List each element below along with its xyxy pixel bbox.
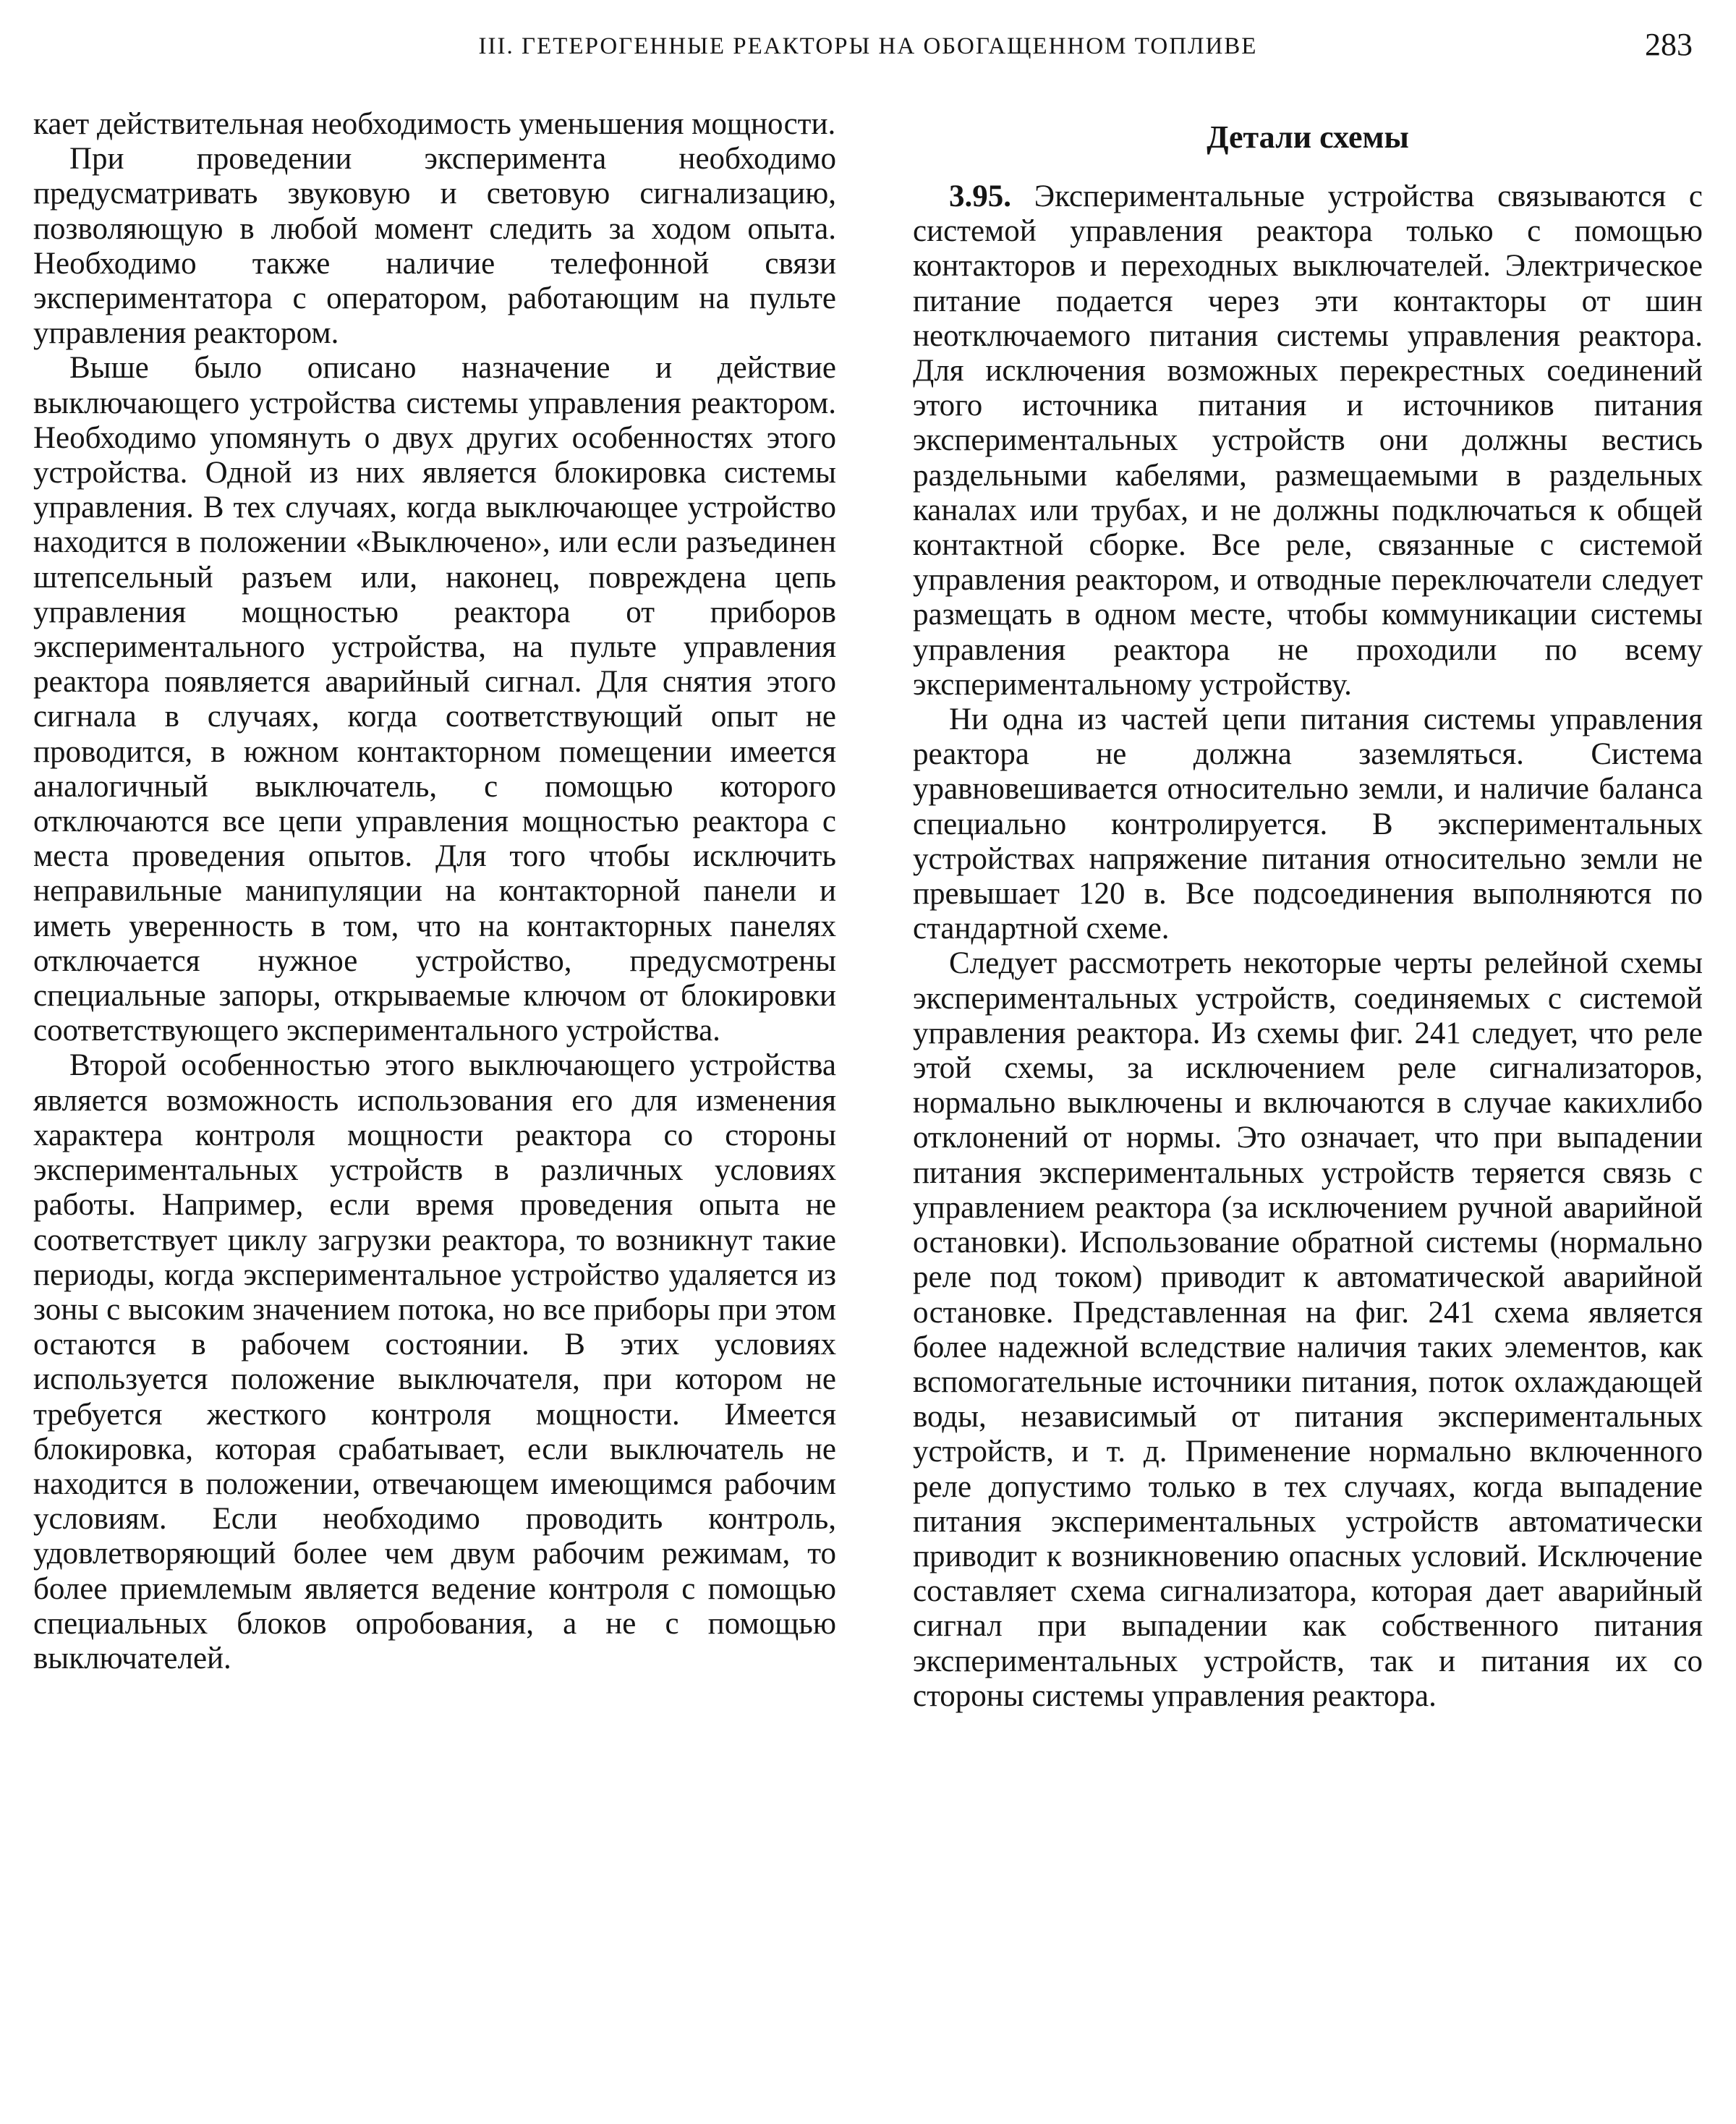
- running-head: III. ГЕТЕРОГЕННЫЕ РЕАКТОРЫ НА ОБОГАЩЕННОМ ТОПЛИВЕ: [478, 33, 1258, 59]
- paragraph: Выше было описано назначение и действие выключающего устройства системы управления реактором. Необходимо упомянуть о двух других особенностях этого устройства. Одной из них является блокировка системы управления. В тех случаях, когда выключающее устройство находится в положении «Выключено», или если разъединен штепсельный разъем или, наконец, повреждена цепь управления мощностью реактора от приборов экспериментального устройства, на пульте управления реактора появляется аварийный сигнал. Для снятия этого сигнала в случаях, когда соответствующий опыт не проводится, в южном контакторном помещении имеется аналогичный выключатель, с помощью которого отключаются все цепи управления мощностью реактора с места проведения опытов. Для того чтобы исключить неправильные манипуляции на контакторной панели и иметь уверенность в том, что на контакторных панелях отключается нужное устройство, предусмотрены специальные запоры, открываемые ключом от блокировки соответствующего экспериментального устройства.: [33, 351, 836, 1048]
- right-column: [913, 107, 1703, 1714]
- paragraph: Второй особенностью этого выключающего устройства является возможность использования его для изменения характера контроля мощности реактора со стороны экспериментальных устройств в различных условиях работы. Например, если время проведения опыта не соответствует циклу загрузки реактора, то возникнут такие периоды, когда экспериментальное устройство удаляется из зоны с высоким значением потока, но все приборы при этом остаются в рабочем состоянии. В этих условиях используется положение выключателя, при котором не требуется жесткого контроля мощности. Имеется блокировка, которая срабатывает, если выключатель не находится в положении, отвечающем имеющимся рабочим условиям. Если необходимо проводить контроль, удовлетворяющий более чем двум рабочим режимам, то более приемлемым является ведение контроля с помощью специальных блоков опробования, а не с помощью выключателей.: [33, 1048, 836, 1675]
- paragraph-text: Экспериментальные устройства связываются с системой управления реактора только с помощью контакторов и переходных выключателей. Электрическое питание подается через эти контакторы от шин неотключаемого питания системы управления реактора. Для исключения возможных перекрестных соединений этого источника питания и источников питания экспериментальных устройств они должны вестись раздельными кабелями, размещаемыми в раздельных каналах или трубах, и не должны подключаться к общей контактной сборке. Все реле, связанные с системой управления реактором, и отводные переключатели следует размещать в одном месте, чтобы коммуникации системы управления реактора не проходили по всему экспериментальному устройству.: [913, 179, 1703, 702]
- paragraph-number: 3.95.: [949, 179, 1011, 213]
- paragraph: кает действительная необходимость уменьшения мощности.: [33, 107, 836, 141]
- paragraph: При проведении эксперимента необходимо предусматривать звуковую и световую сигнализацию, позволяющую в любой момент следить за ходом опыта. Необходимо также наличие телефонной связи экспериментатора с оператором, работающим на пульте управления реактором.: [33, 142, 836, 351]
- section-heading: Детали схемы: [1207, 119, 1409, 155]
- numbered-paragraph: [913, 179, 1703, 702]
- page-number: 283: [1645, 27, 1693, 62]
- paragraph: Следует рассмотреть некоторые черты релейной схемы экспериментальных устройств, соединяемых с системой управления реактора. Из схемы фиг. 241 следует, что реле этой схемы, за исключением реле сигнализаторов, нормально выключены и включаются в случае какихлибо отклонений от нормы. Это означает, что при выпадении питания экспериментальных устройств теряется связь с управлением реактора (за исключением ручной аварийной остановки). Использование обратной системы (нормально реле под током) приводит к автоматической аварийной остановке. Представленная на фиг. 241 схема является более надежной вследствие наличия таких элементов, как вспомогательные источники питания, поток охлаждающей воды, независимый от питания экспериментальных устройств, и т. д. Применение нормально включенного реле допустимо только в тех случаях, когда выпадение питания экспериментальных устройств автоматически приводит к возникновению опасных условий. Исключение составляет схема сигнализатора, которая дает аварийный сигнал при выпадении как собственного питания экспериментальных устройств, так и питания их со стороны системы управления реактора.: [913, 946, 1703, 1713]
- paragraph: Ни одна из частей цепи питания системы управления реактора не должна заземляться. Система уравновешивается относительно земли, и наличие баланса специально контролируется. В экспериментальных устройствах напряжение питания относительно земли не превышает 120 в. Все подсоединения выполняются по стандартной схеме.: [913, 702, 1703, 946]
- left-column: [33, 107, 836, 1676]
- page-header: [0, 26, 1736, 69]
